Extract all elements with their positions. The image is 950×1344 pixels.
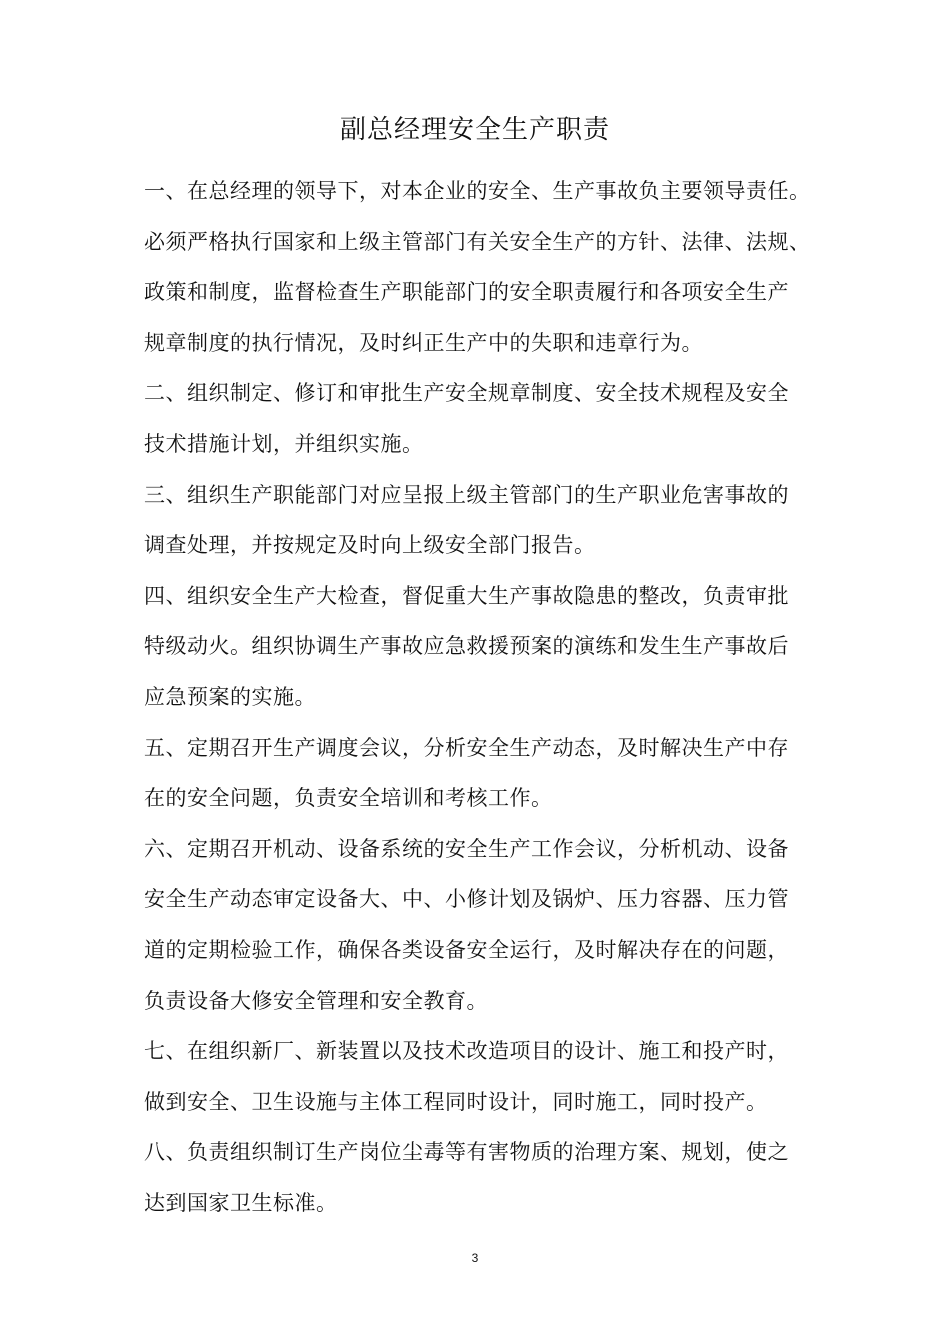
text-line: 七、在组织新厂、新装置以及技术改造项目的设计、施工和投产时，	[144, 1039, 789, 1064]
document-title: 副总经理安全生产职责	[339, 115, 610, 145]
text-line: 政策和制度，监督检查生产职能部门的安全职责履行和各项安全生产	[144, 280, 789, 305]
text-line: 五、定期召开生产调度会议，分析安全生产动态，及时解决生产中存	[144, 735, 789, 760]
text-line: 二、组织制定、修订和审批生产安全规章制度、安全技术规程及安全	[144, 381, 789, 406]
text-line: 道的定期检验工作，确保各类设备安全运行，及时解决存在的问题，	[144, 937, 789, 962]
text-line: 三、组织生产职能部门对应呈报上级主管部门的生产职业危害事故的	[144, 482, 789, 507]
text-line: 一、在总经理的领导下，对本企业的安全、生产事故负主要领导责任。	[144, 179, 811, 203]
text-line: 六、定期召开机动、设备系统的安全生产工作会议，分析机动、设备	[144, 836, 789, 861]
text-line: 安全生产动态审定设备大、中、小修计划及锅炉、压力容器、压力管	[144, 887, 789, 912]
text-line: 规章制度的执行情况，及时纠正生产中的失职和违章行为。	[144, 330, 703, 355]
text-line: 必须严格执行国家和上级主管部门有关安全生产的方针、法律、法规、	[144, 229, 811, 254]
text-line: 八、负责组织制订生产岗位尘毒等有害物质的治理方案、规划，使之	[144, 1140, 789, 1165]
text-line: 技术措施计划，并组织实施。	[144, 431, 424, 456]
text-line: 在的安全问题，负责安全培训和考核工作。	[144, 786, 553, 811]
text-line: 调查处理，并按规定及时向上级安全部门报告。	[144, 533, 596, 558]
page-number: 3	[471, 1251, 479, 1265]
document-body	[144, 166, 812, 1228]
text-line: 特级动火。组织协调生产事故应急救援预案的演练和发生生产事故后	[144, 634, 789, 659]
text-line: 四、组织安全生产大检查，督促重大生产事故隐患的整改，负责审批	[144, 583, 789, 608]
text-line: 应急预案的实施。	[144, 684, 316, 709]
text-line: 做到安全、卫生设施与主体工程同时设计，同时施工，同时投产。	[144, 1089, 768, 1114]
text-line: 达到国家卫生标准。	[144, 1190, 338, 1215]
text-line: 负责设备大修安全管理和安全教育。	[144, 988, 488, 1013]
